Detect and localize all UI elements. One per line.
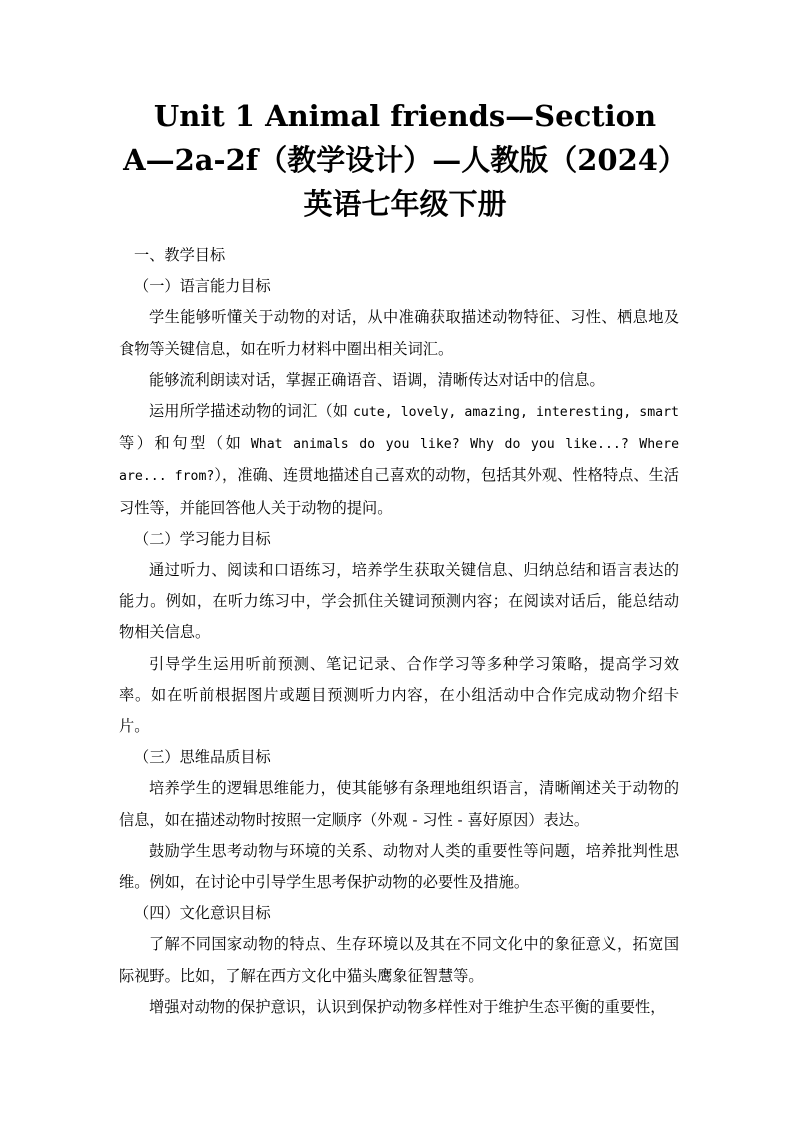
document-title: [110, 94, 700, 226]
title-line-2: A—2a-2f（教学设计）—人教版（2024）: [123, 143, 687, 177]
subsection-heading-culture: （四）文化意识目标: [134, 904, 271, 923]
example-words: cute, lovely, amazing, interesting, smart: [352, 405, 679, 421]
example-sentence-patterns: What animals do you like? Why do you like...? Where are... from?: [119, 437, 680, 485]
paragraph-skills-goal: 通过听力、阅读和口语练习，培养学生获取关键信息、归纳总结和语言表达的能力。例如，在听力练习中，学会抓住关键词预测内容；在阅读对话后，能总结动物相关信息。: [119, 561, 679, 642]
section-heading-teaching-objectives: 一、教学目标: [134, 246, 226, 264]
subsection-heading-language: （一）语言能力目标: [134, 277, 271, 296]
text-segment: 运用所学描述动物的词汇（如: [149, 402, 353, 421]
paragraph-reading-goal: 能够流利朗读对话，掌握正确语音、语调，清晰传达对话中的信息。: [149, 370, 605, 389]
paragraph-critical-thinking-goal: 鼓励学生思考动物与环境的关系、动物对人类的重要性等问题，培养批判性思维。例如，在讨论中引导学生思考保护动物的必要性及措施。: [119, 841, 679, 892]
paragraph-logic-goal: 培养学生的逻辑思维能力，使其能够有条理地组织语言，清晰阐述关于动物的信息，如在描述动物时按照一定顺序（外观 - 习性 - 喜好原因）表达。: [119, 779, 679, 829]
paragraph-speaking-goal: [119, 396, 679, 524]
paragraph-protection-goal: 增强对动物的保护意识，认识到保护动物多样性对于维护生态平衡的重要性，: [149, 997, 666, 1016]
text-segment: ），准确、连贯地描述自己喜欢的动物，包括其外观、性格特点、生活习性等，并能回答他人关于动物的提问。: [119, 466, 679, 517]
paragraph-strategy-goal: 引导学生运用听前预测、笔记记录、合作学习等多种学习策略，提高学习效率。如在听前根据图片或题目预测听力内容，在小组活动中合作完成动物介绍卡片。: [119, 654, 679, 736]
subsection-heading-thinking: （三）思维品质目标: [134, 748, 271, 767]
text-segment: 等）和句型（如: [119, 434, 251, 453]
title-line-1: Unit 1 Animal friends—Section: [153, 99, 657, 133]
paragraph-culture-goal: 了解不同国家动物的特点、生存环境以及其在不同文化中的象征意义，拓宽国际视野。比如，了解在西方文化中猫头鹰象征智慧等。: [119, 935, 679, 985]
paragraph-listening-goal: 学生能够听懂关于动物的对话，从中准确获取描述动物特征、习性、栖息地及食物等关键信息，如在听力材料中圈出相关词汇。: [119, 308, 679, 358]
title-line-3: 英语七年级下册: [303, 187, 507, 221]
document-body: [119, 240, 679, 1023]
subsection-heading-learning-ability: （二）学习能力目标: [134, 529, 271, 548]
